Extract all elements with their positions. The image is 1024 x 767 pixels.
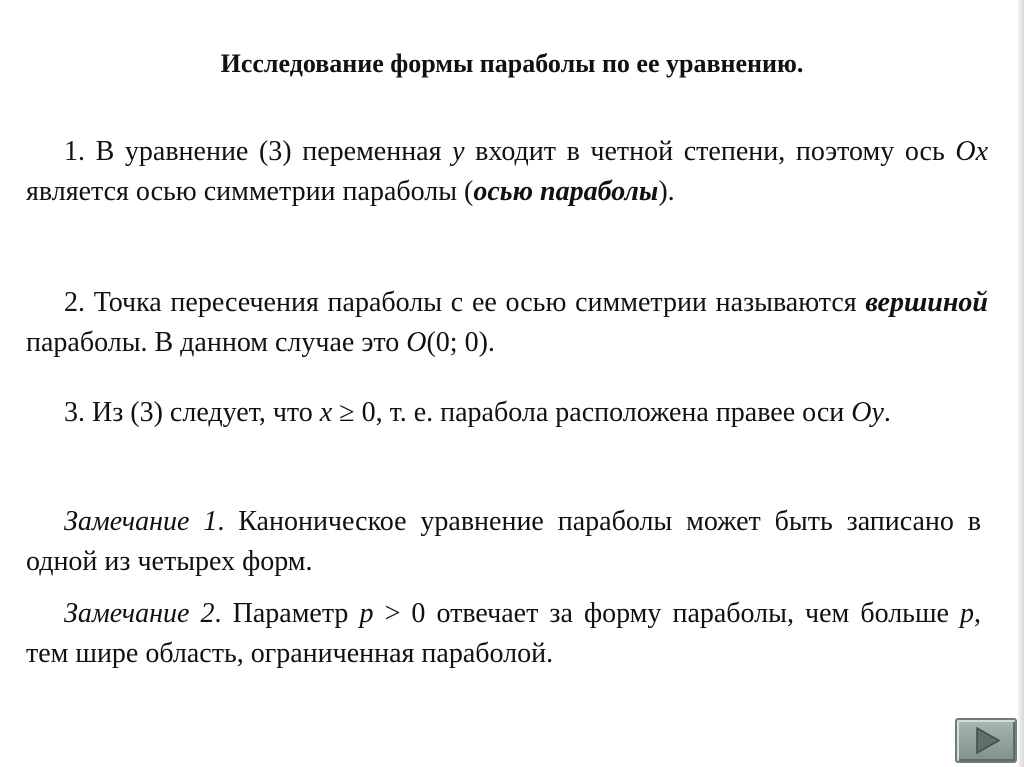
p1-term-axis: осью параболы — [473, 176, 659, 207]
p3-text-c: ≥ 0, т. е. парабола расположена правее оси — [332, 397, 852, 428]
p1-text-a: 1. В уравнение (3) переменная — [64, 136, 453, 167]
play-next-icon — [957, 720, 1015, 761]
p2-text-c: параболы. В данном случае это — [26, 327, 407, 358]
p2-term-vertex: вершиной — [865, 287, 988, 318]
p3-var-x: x — [319, 397, 333, 428]
p3-text-a: 3. Из (3) следует, что — [64, 397, 320, 428]
slide-right-edge — [1018, 0, 1024, 767]
remark-2 — [26, 594, 981, 674]
p3-text-e: . — [883, 397, 891, 428]
remark-2-var-p: p — [359, 598, 374, 629]
paragraph-3 — [26, 393, 988, 433]
paragraph-2 — [26, 283, 988, 363]
next-slide-button[interactable] — [955, 718, 1017, 763]
p1-axis-ox: Ox — [955, 136, 989, 167]
remark-1-text: . Каноническое уравнение параболы может быть записано в одной из четырех форм. — [26, 506, 982, 577]
remark-2-text-b: . Параметр — [214, 598, 360, 629]
remark-2-text-d: > 0 отвечает за форму параболы, чем больше — [373, 598, 961, 629]
remark-2-text-f: , тем шире область, ограниченная параболой. — [26, 598, 982, 669]
remark-2-var-p-2: p — [960, 598, 975, 629]
p1-text-g: ). — [658, 176, 675, 207]
paragraph-1 — [26, 132, 988, 212]
p1-text-e: является осью симметрии параболы ( — [26, 176, 474, 207]
p2-text-a: 2. Точка пересечения параболы с ее осью симметрии называются — [64, 287, 866, 318]
p2-point-o: O — [406, 327, 427, 358]
remark-1-label: Замечание 1 — [64, 506, 218, 537]
p1-var-y: y — [452, 136, 465, 167]
slide-title: Исследование формы параболы по ее уравнению. — [220, 49, 804, 78]
p2-text-e: (0; 0). — [426, 327, 495, 358]
remark-2-label: Замечание 2 — [64, 598, 215, 629]
remark-1 — [26, 502, 981, 582]
p3-axis-oy: Oy — [851, 397, 884, 428]
p1-text-c: входит в четной степени, поэтому ось — [464, 136, 956, 167]
